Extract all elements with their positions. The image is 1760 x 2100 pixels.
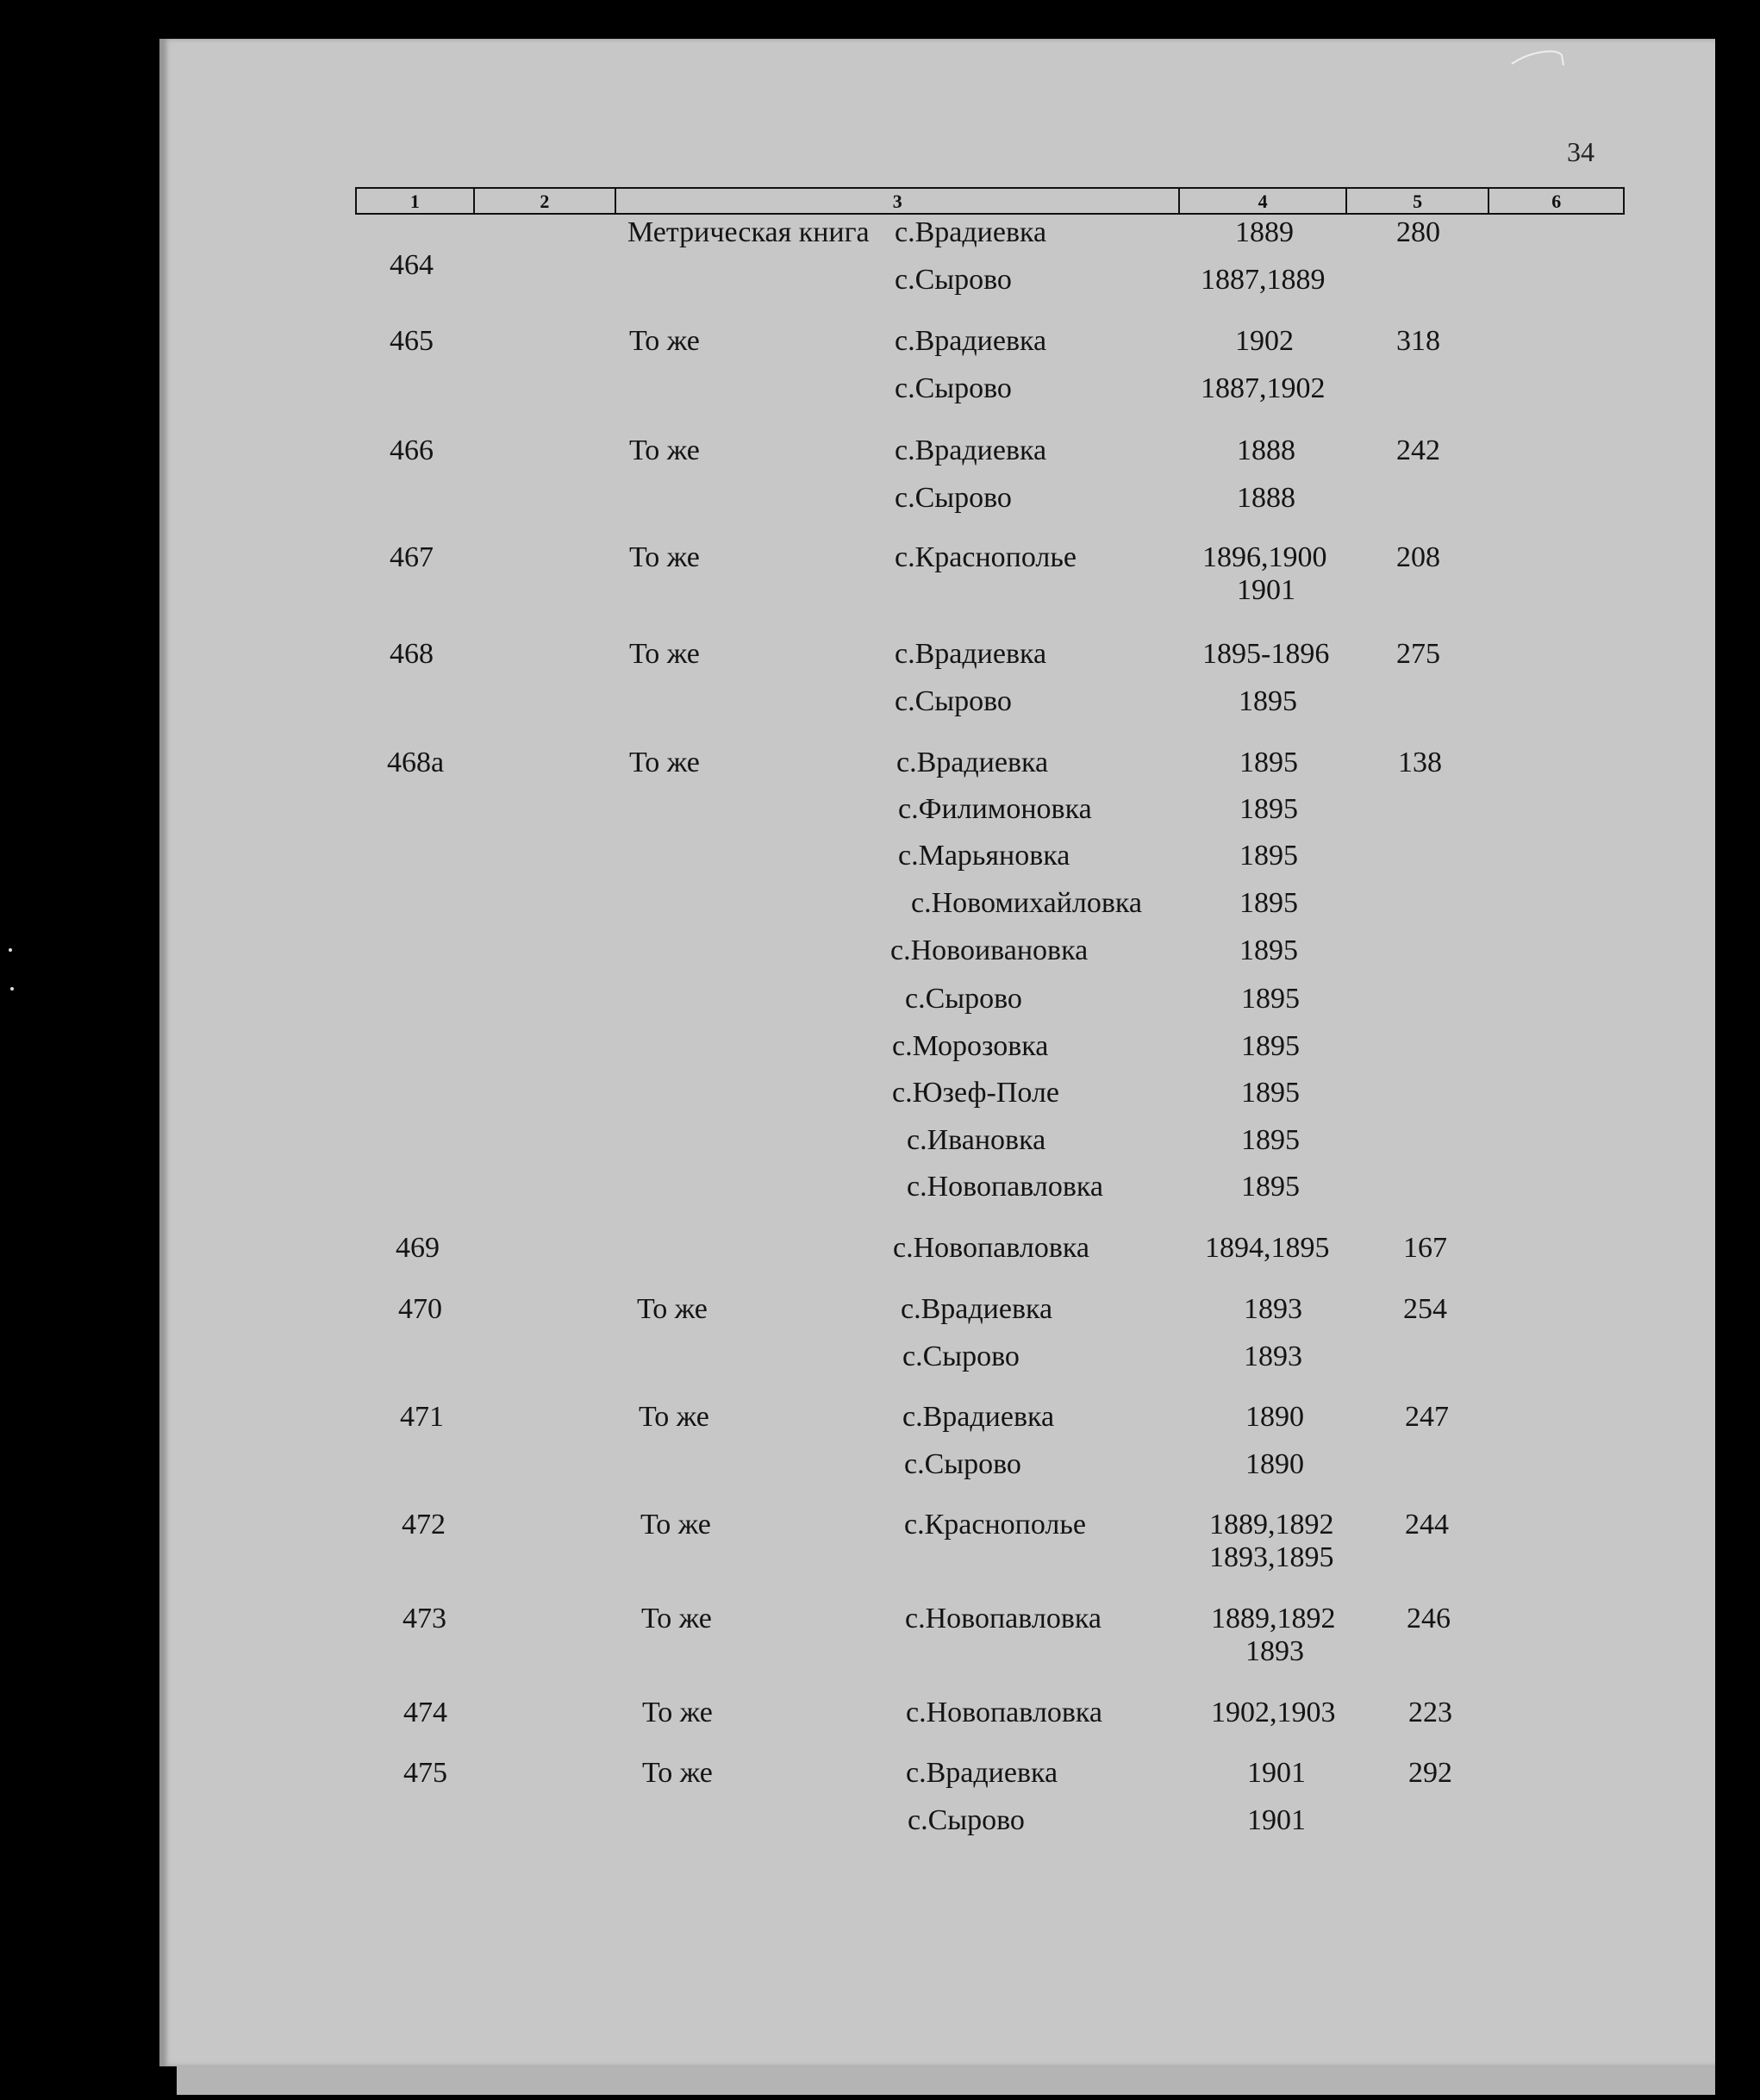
record-number: 470 bbox=[398, 1293, 442, 1325]
year-value: 1894,1895 bbox=[1205, 1232, 1330, 1264]
year-value: 1888 bbox=[1237, 482, 1295, 514]
record-description: То же bbox=[629, 434, 700, 466]
record-number: 464 bbox=[390, 249, 434, 281]
year-value: 1895 bbox=[1239, 887, 1298, 919]
count-value: 254 bbox=[1403, 1293, 1447, 1325]
scan-speck bbox=[9, 948, 12, 952]
place-name: с.Врадиевка bbox=[901, 1293, 1053, 1325]
place-name: с.Врадиевка bbox=[895, 638, 1047, 670]
year-value: 1901 bbox=[1237, 574, 1295, 606]
year-value: 1895-1896 bbox=[1202, 638, 1330, 670]
record-description: Метрическая книга bbox=[627, 216, 870, 248]
place-name: с.Врадиевка bbox=[895, 434, 1047, 466]
place-name: с.Новоивановка bbox=[890, 934, 1089, 966]
year-value: 1893 bbox=[1244, 1293, 1302, 1325]
record-description: То же bbox=[641, 1603, 712, 1634]
record-description: То же bbox=[642, 1757, 713, 1789]
year-value: 1895 bbox=[1241, 1077, 1300, 1109]
place-name: с.Морозовка bbox=[892, 1030, 1049, 1062]
year-value: 1890 bbox=[1245, 1448, 1304, 1480]
header-col-1: 1 bbox=[357, 189, 475, 213]
header-col-3: 3 bbox=[616, 189, 1180, 213]
place-name: с.Сырово bbox=[902, 1341, 1020, 1372]
year-value: 1901 bbox=[1247, 1757, 1306, 1789]
count-value: 244 bbox=[1405, 1509, 1449, 1541]
record-description: То же bbox=[629, 541, 700, 573]
record-number: 468а bbox=[387, 747, 445, 778]
place-name: с.Врадиевка bbox=[896, 747, 1049, 778]
header-col-2: 2 bbox=[475, 189, 617, 213]
record-description: То же bbox=[629, 325, 700, 357]
place-name: с.Филимоновка bbox=[898, 793, 1092, 825]
header-col-5: 5 bbox=[1347, 189, 1490, 213]
place-name: с.Сырово bbox=[908, 1804, 1025, 1836]
record-number: 474 bbox=[403, 1697, 447, 1728]
place-name: с.Краснополье bbox=[904, 1509, 1086, 1541]
record-description: То же bbox=[642, 1697, 713, 1728]
year-value: 1895 bbox=[1241, 1124, 1300, 1156]
place-name: с.Сырово bbox=[905, 983, 1022, 1015]
place-name: с.Новопавловка bbox=[893, 1232, 1089, 1264]
year-value: 1889,1892 bbox=[1209, 1509, 1334, 1541]
year-value: 1902,1903 bbox=[1211, 1697, 1336, 1728]
count-value: 246 bbox=[1407, 1603, 1451, 1634]
table-header-row bbox=[355, 187, 1625, 215]
record-number: 467 bbox=[390, 541, 434, 573]
year-value: 1895 bbox=[1241, 1171, 1300, 1203]
record-description: То же bbox=[637, 1293, 708, 1325]
year-value: 1887,1889 bbox=[1201, 264, 1326, 296]
count-value: 280 bbox=[1396, 216, 1440, 248]
year-value: 1895 bbox=[1239, 840, 1298, 872]
year-value: 1893 bbox=[1245, 1635, 1304, 1667]
count-value: 292 bbox=[1408, 1757, 1452, 1789]
record-description: То же bbox=[629, 747, 700, 778]
record-number: 469 bbox=[396, 1232, 440, 1264]
year-value: 1895 bbox=[1239, 793, 1298, 825]
year-value: 1888 bbox=[1237, 434, 1295, 466]
year-value: 1896,1900 bbox=[1202, 541, 1327, 573]
place-name: с.Врадиевка bbox=[902, 1401, 1055, 1433]
place-name: с.Новопавловка bbox=[906, 1697, 1102, 1728]
year-value: 1893,1895 bbox=[1209, 1541, 1334, 1573]
year-value: 1895 bbox=[1239, 747, 1298, 778]
year-value: 1895 bbox=[1241, 983, 1300, 1015]
record-number: 466 bbox=[390, 434, 434, 466]
header-col-4: 4 bbox=[1180, 189, 1346, 213]
record-description: То же bbox=[640, 1509, 711, 1541]
place-name: с.Новопавловка bbox=[905, 1603, 1102, 1634]
place-name: с.Марьяновка bbox=[898, 840, 1070, 872]
place-name: с.Юзеф-Поле bbox=[892, 1077, 1059, 1109]
place-name: с.Сырово bbox=[895, 482, 1012, 514]
record-description: То же bbox=[629, 638, 700, 670]
record-number: 468 bbox=[390, 638, 434, 670]
place-name: с.Сырово bbox=[904, 1448, 1021, 1480]
count-value: 208 bbox=[1396, 541, 1440, 573]
record-description: То же bbox=[639, 1401, 709, 1433]
place-name: с.Сырово bbox=[895, 372, 1012, 404]
page-number: 34 bbox=[1567, 136, 1595, 167]
place-name: с.Ивановка bbox=[907, 1124, 1046, 1156]
place-name: с.Врадиевка bbox=[895, 325, 1047, 357]
year-value: 1901 bbox=[1247, 1804, 1306, 1836]
year-value: 1893 bbox=[1244, 1341, 1302, 1372]
count-value: 247 bbox=[1405, 1401, 1449, 1433]
record-number: 465 bbox=[390, 325, 434, 357]
place-name: с.Краснополье bbox=[895, 541, 1077, 573]
place-name: с.Сырово bbox=[895, 264, 1012, 296]
place-name: с.Новопавловка bbox=[907, 1171, 1103, 1203]
count-value: 167 bbox=[1403, 1232, 1447, 1264]
count-value: 242 bbox=[1396, 434, 1440, 466]
count-value: 318 bbox=[1396, 325, 1440, 357]
record-number: 472 bbox=[402, 1509, 446, 1541]
record-number: 471 bbox=[400, 1401, 444, 1433]
year-value: 1895 bbox=[1241, 1030, 1300, 1062]
place-name: с.Врадиевка bbox=[895, 216, 1047, 248]
year-value: 1890 bbox=[1245, 1401, 1304, 1433]
year-value: 1895 bbox=[1239, 934, 1298, 966]
count-value: 138 bbox=[1398, 747, 1442, 778]
year-value: 1887,1902 bbox=[1201, 372, 1326, 404]
pencil-mark bbox=[1510, 45, 1570, 69]
scan-speck bbox=[10, 987, 14, 991]
year-value: 1889,1892 bbox=[1211, 1603, 1336, 1634]
count-value: 223 bbox=[1408, 1697, 1452, 1728]
record-number: 475 bbox=[403, 1757, 447, 1789]
header-col-6: 6 bbox=[1551, 191, 1562, 212]
year-value: 1889 bbox=[1235, 216, 1294, 248]
place-name: с.Врадиевка bbox=[906, 1757, 1058, 1789]
year-value: 1895 bbox=[1239, 685, 1297, 717]
record-number: 473 bbox=[403, 1603, 446, 1634]
place-name: с.Новомихайловка bbox=[911, 887, 1142, 919]
year-value: 1902 bbox=[1235, 325, 1294, 357]
count-value: 275 bbox=[1396, 638, 1440, 670]
place-name: с.Сырово bbox=[895, 685, 1012, 717]
